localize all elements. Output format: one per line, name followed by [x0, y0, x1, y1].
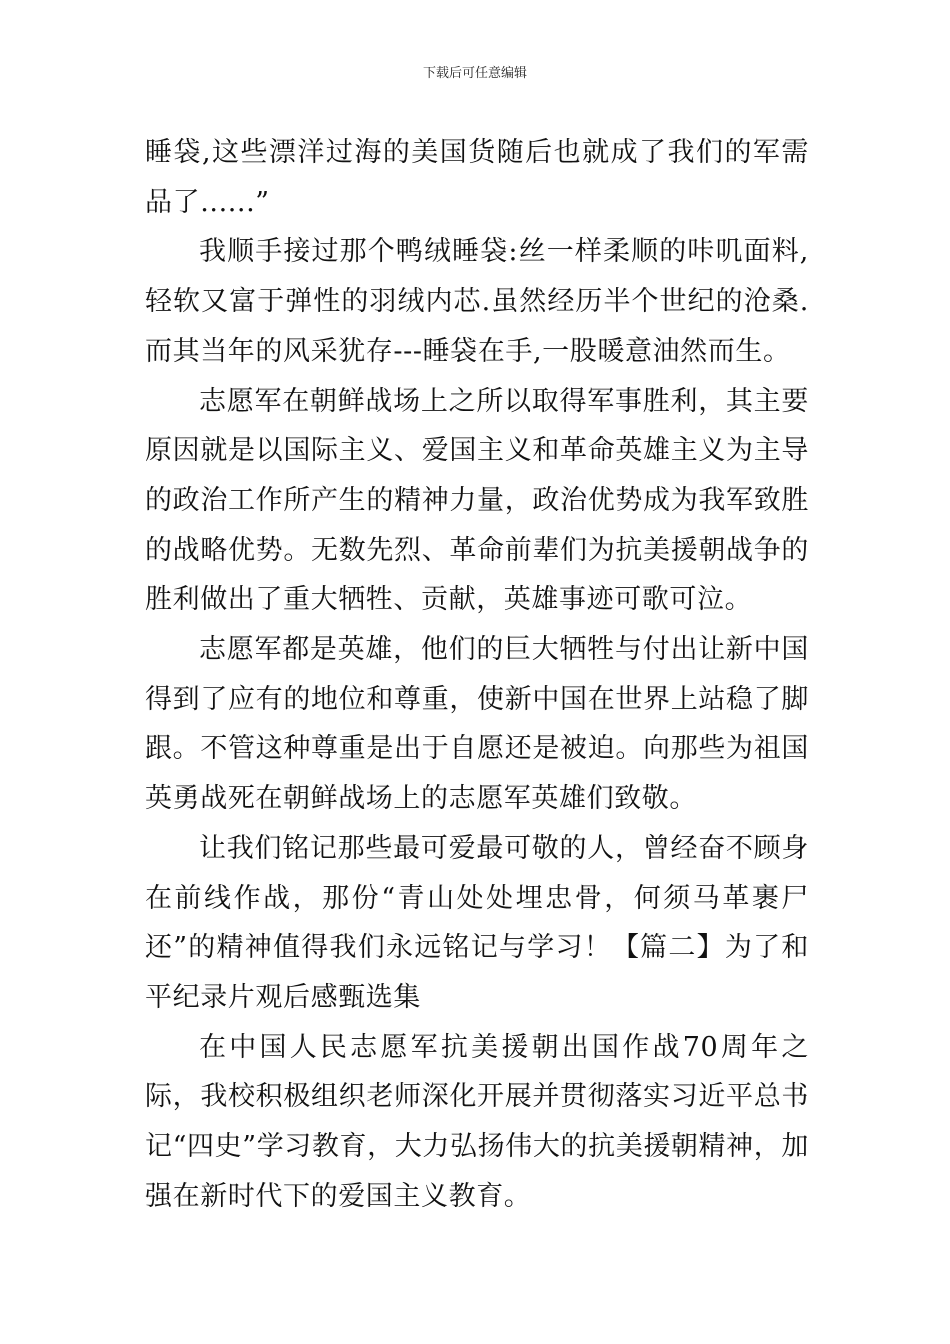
paragraph: 志愿军都是英雄，他们的巨大牺牲与付出让新中国得到了应有的地位和尊重，使新中国在世界上站稳了脚跟。不管这种尊重是出于自愿还是被迫。向那些为祖国英勇战死在朝鲜战场上的志愿军英雄们致敬。: [145, 634, 809, 815]
body-text: [145, 128, 809, 1221]
paragraph: 我顺手接过那个鸭绒睡袋:丝一样柔顺的咔叽面料,轻软又富于弹性的羽绒内芯.虽然经历半个世纪的沧桑.而其当年的风采犹存---睡袋在手,一股暖意油然而生。: [145, 236, 809, 367]
paragraph: 志愿军在朝鲜战场上之所以取得军事胜利，其主要原因就是以国际主义、爱国主义和革命英雄主义为主导的政治工作所产生的精神力量，政治优势成为我军致胜的战略优势。无数先烈、革命前辈们为抗美援朝战争的胜利做出了重大牺牲、贡献，英雄事迹可歌可泣。: [145, 385, 809, 616]
paragraph: 让我们铭记那些最可爱最可敬的人，曾经奋不顾身在前线作战，那份“青山处处埋忠骨，何须马革裹尸还”的精神值得我们永远铭记与学习！【篇二】为了和平纪录片观后感甄选集: [145, 832, 809, 1013]
paragraph-continued: 睡袋,这些漂洋过海的美国货随后也就成了我们的军需品了......”: [145, 137, 809, 218]
paragraph: 在中国人民志愿军抗美援朝出国作战70周年之际，我校积极组织老师深化开展并贯彻落实习近平总书记“四史”学习教育，大力弘扬伟大的抗美援朝精神，加强在新时代下的爱国主义教育。: [145, 1031, 809, 1212]
page-header: 下载后可任意编辑: [422, 66, 527, 81]
